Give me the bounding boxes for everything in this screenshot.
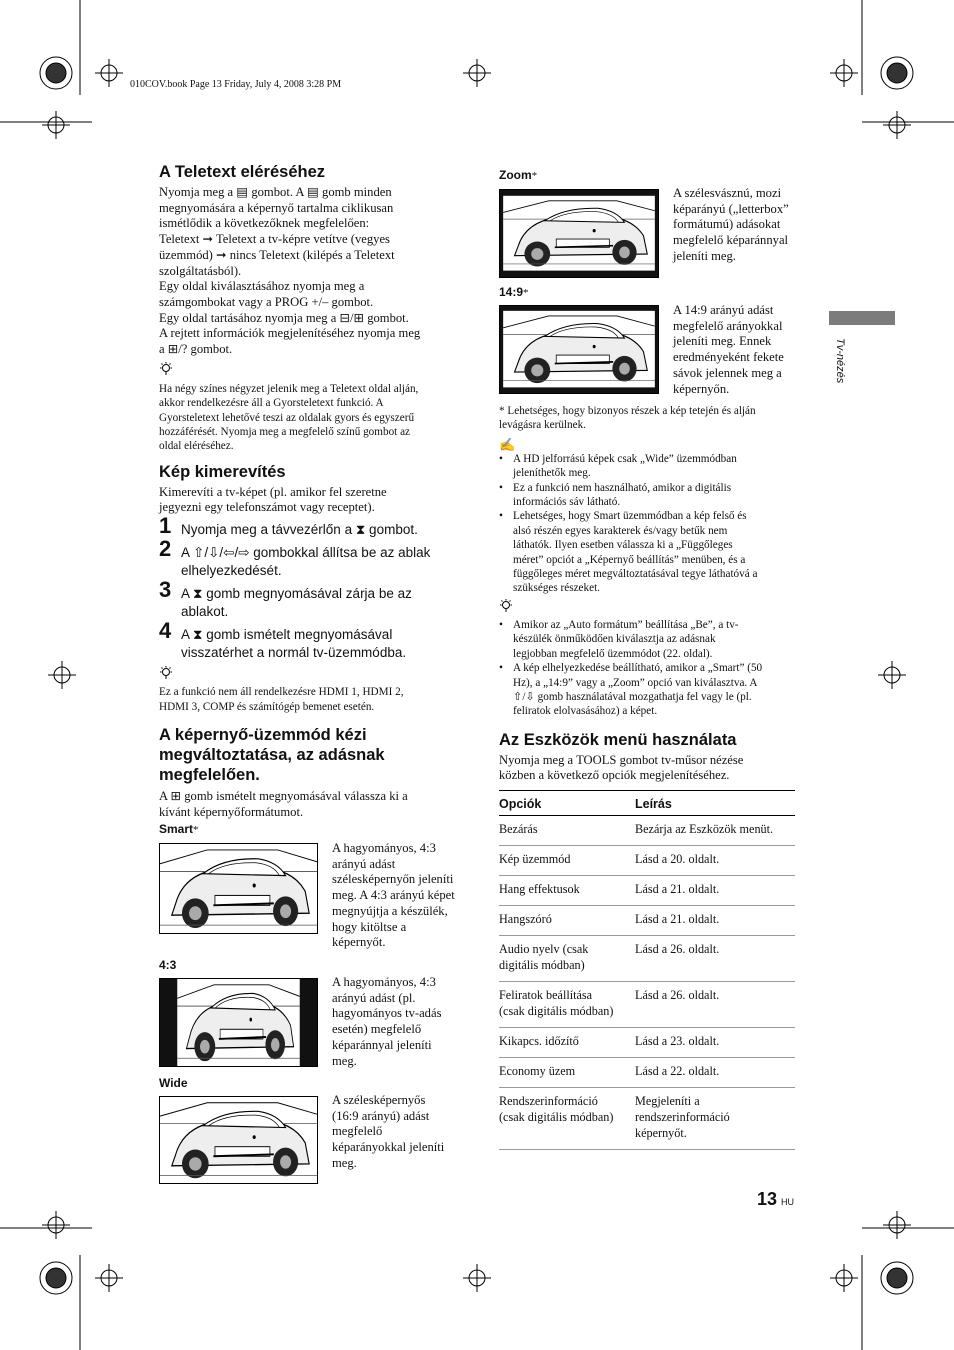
mode-label-star: *: [523, 287, 529, 299]
tip-line: HDMI 3, COMP és számítógép bemenet esetén.: [159, 700, 375, 713]
table-row: [499, 936, 795, 982]
step-text: elhelyezkedését.: [181, 563, 282, 579]
step-text: A ⧗ gomb ismételt megnyomásával: [181, 627, 393, 643]
text-line: arányú adást: [332, 856, 396, 871]
text-line: sávok jelennek meg a: [673, 365, 782, 380]
mode-description: [673, 303, 813, 397]
freeze-step: [159, 536, 469, 580]
text-line: hagyományos tv-adás: [332, 1006, 442, 1021]
page-number: [757, 1189, 794, 1210]
tip-line: hozzáférését. Nyomja meg a megfelelő színű gombot az: [159, 425, 410, 438]
description-cell: Megjeleníti a rendszerinformáció képernyőt.: [635, 1088, 795, 1150]
text-line: A szélesvásznú, mozi: [673, 186, 782, 200]
freeze-steps: [159, 513, 469, 662]
text-line: szolgáltatásból).: [159, 263, 242, 278]
mode-label: [499, 283, 529, 301]
text-line: A rejtett információk megjelenítéséhez nyomja meg: [159, 326, 421, 341]
text-line: képernyőn.: [673, 381, 730, 396]
mode-label: [499, 166, 537, 184]
bullet-item: • Ez a funkció nem használható, amikor a digitális információs sáv látható.: [499, 481, 799, 510]
mode-label-text: 4:3: [159, 958, 177, 972]
mode-illustration: [159, 1096, 318, 1184]
screen-mode-title: [159, 725, 469, 785]
tip-line: akkor rendelkezésre áll a Gyorsteletext funkció. A: [159, 397, 384, 410]
table-row: [499, 1058, 795, 1088]
screen-mode-footnote: [499, 404, 799, 433]
text-line: A ⊞ gomb ismételt megnyomásával válassza ki a: [159, 788, 408, 803]
table-row: [499, 1088, 795, 1150]
tools-table: [499, 790, 795, 1150]
bullet-item: • Amikor az „Auto formátum” beállítása „Be”, a tv- készülék önműködően kiválasztja az adásnak legjobban megfelelő üzemmódot (22. oldal).: [499, 618, 799, 661]
description-cell: Lásd a 23. oldalt.: [635, 1028, 795, 1058]
mode-description: [332, 1093, 472, 1172]
text-line: kívánt képernyőformátumot.: [159, 804, 304, 819]
col-header-description: Leírás: [635, 791, 795, 816]
text-line: meg.: [332, 1155, 357, 1170]
option-cell: Hangszóró: [499, 906, 635, 936]
mode-illustration: [159, 843, 318, 934]
text-line: meg.: [332, 1053, 357, 1068]
step-text: visszatérhet a normál tv-üzemmódba.: [181, 645, 407, 661]
bullet-item: • A HD jelforrású képek csak „Wide” üzemmódban jeleníthetők meg.: [499, 452, 799, 481]
tools-intro: [499, 753, 799, 784]
text-line: megnyomására a képernyő tartalma ciklikusan: [159, 200, 394, 215]
step-text: Nyomja meg a távvezérlőn a ⧗ gombot.: [181, 522, 418, 538]
option-cell: Hang effektusok: [499, 876, 635, 906]
text-line: arányú adást (pl.: [332, 990, 416, 1005]
text-line: Kimerevíti a tv-képet (pl. amikor fel szeretne: [159, 484, 387, 499]
page-number-suffix: HU: [781, 1197, 795, 1207]
description-cell: Bezárja az Eszközök menüt.: [635, 816, 795, 846]
tip-icon: [159, 362, 469, 381]
text-line: meg. A 4:3 arányú képet: [332, 888, 455, 903]
mode-illustration: [499, 305, 659, 394]
option-cell: Economy üzem: [499, 1058, 635, 1088]
table-row: [499, 906, 795, 936]
step-number: 4: [159, 618, 172, 644]
freeze-step: [159, 513, 469, 539]
text-line: A szélesképernyős: [332, 1093, 426, 1107]
step-text: ablakot.: [181, 604, 229, 620]
mode-label: [159, 820, 199, 838]
text-line: Egy oldal kiválasztásához nyomja meg a: [159, 279, 365, 294]
text-line: Nyomja meg a ▤ gombot. A ▤ gomb minden: [159, 185, 392, 199]
option-cell: Feliratok beállítása (csak digitális módban): [499, 982, 635, 1028]
description-cell: Lásd a 20. oldalt.: [635, 846, 795, 876]
tip-line: oldal eléréséhez.: [159, 440, 234, 453]
text-line: megnyújtja a készülék,: [332, 903, 448, 918]
step-number: 1: [159, 513, 172, 539]
freeze-step: [159, 577, 469, 621]
text-line: jeleníti meg.: [673, 248, 736, 263]
text-line: A hagyományos, 4:3: [332, 975, 436, 989]
option-cell: Kép üzemmód: [499, 846, 635, 876]
text-line: képernyőt.: [332, 935, 386, 950]
teletext-text: [159, 185, 469, 358]
freeze-step: [159, 618, 469, 662]
file-header: 010COV.book Page 13 Friday, July 4, 2008 3:28 PM: [130, 79, 342, 90]
mode-description: [332, 975, 472, 1069]
text-line: megfelelő képaránnyal: [673, 233, 789, 248]
description-cell: Lásd a 26. oldalt.: [635, 982, 795, 1028]
option-cell: Kikapcs. időzítő: [499, 1028, 635, 1058]
text-line: esetén) megfelelő: [332, 1022, 422, 1037]
text-line: számgombokat vagy a PROG +/– gombot.: [159, 294, 374, 309]
mode-illustration: [159, 978, 318, 1067]
screen-mode-title-line: megváltoztatása, az adásnak: [159, 745, 385, 764]
table-row: [499, 816, 795, 846]
step-text: A ⇧/⇩/⇦/⇨ gombokkal állítsa be az ablak: [181, 545, 431, 561]
text-line: hogy kitöltse a: [332, 919, 407, 934]
description-cell: Lásd a 21. oldalt.: [635, 876, 795, 906]
freeze-tip: [159, 685, 469, 714]
text-line: képarányú („letterbox”: [673, 201, 789, 216]
section-tab-label: Tv-nézés: [834, 338, 846, 384]
tools-title: Az Eszközök menü használata: [499, 730, 737, 749]
text-line: képaránnyal jeleníti: [332, 1037, 432, 1052]
text-line: megfelelő: [332, 1124, 383, 1139]
text-line: A 14:9 arányú adást: [673, 303, 774, 317]
tip-line: Gyorsteletext lehetővé teszi az oldalak gyors és egyszerű: [159, 411, 415, 424]
text-line: (16:9 arányú) adást: [332, 1108, 430, 1123]
step-number: 2: [159, 536, 172, 562]
text-line: Nyomja meg a TOOLS gombot tv-műsor nézése: [499, 752, 744, 767]
text-line: formátumú) adásokat: [673, 217, 781, 232]
teletext-tip: [159, 382, 469, 454]
screen-mode-title-line: megfelelően.: [159, 765, 260, 784]
bullet-item: • A kép elhelyezkedése beállítható, amikor a „Smart” (50 Hz), a „14:9” vagy a „Zoom” opció van kiválasztva. A ⇧/⇩ gomb használatával mozgathatja fel vagy le (pl. feliratok elolvasásához) a képet.: [499, 661, 799, 719]
footnote-line: * Lehetséges, hogy bizonyos részek a kép tetején és alján: [499, 405, 756, 417]
mode-description: [332, 841, 472, 951]
step-text: A ⧗ gomb megnyomásával zárja be az: [181, 586, 412, 602]
right-column: [499, 404, 799, 1150]
text-line: közben a következő opciók megjelenítéséhez.: [499, 768, 730, 783]
text-line: jegyezni egy telefonszámot vagy receptet).: [159, 500, 375, 515]
mode-label: [159, 956, 176, 974]
col-header-options: Opciók: [499, 791, 635, 816]
table-row: [499, 982, 795, 1028]
screen-mode-intro: [159, 789, 469, 820]
tip-line: Ha négy színes négyzet jelenik meg a Teletext oldal alján,: [159, 382, 419, 395]
note-icon: ✍: [499, 436, 516, 452]
mode-illustration: [499, 189, 659, 278]
table-row: [499, 876, 795, 906]
page-number-value: 13: [757, 1189, 778, 1209]
mode-description: [673, 186, 813, 265]
text-line: szélesképernyőn jeleníti: [332, 872, 454, 887]
description-cell: Lásd a 21. oldalt.: [635, 906, 795, 936]
text-line: képarányokkal jeleníti: [332, 1140, 445, 1155]
mode-label: [159, 1074, 188, 1092]
mode-label-text: 14:9: [499, 285, 524, 299]
text-line: Egy oldal tartásához nyomja meg a ⊟/⊞ gombot.: [159, 310, 409, 325]
table-row: [499, 1028, 795, 1058]
description-cell: Lásd a 26. oldalt.: [635, 936, 795, 982]
table-row: [499, 846, 795, 876]
footnote-line: levágásra kerülnek.: [499, 419, 586, 432]
text-line: A hagyományos, 4:3: [332, 841, 436, 855]
freeze-title: Kép kimerevítés: [159, 462, 286, 481]
mode-label-star: *: [531, 170, 538, 182]
text-line: üzemmód) ➞ nincs Teletext (kilépés a Teletext: [159, 247, 395, 262]
text-line: a ⊞/? gombot.: [159, 342, 233, 357]
tip-line: Ez a funkció nem áll rendelkezésre HDMI 1, HDMI 2,: [159, 686, 404, 699]
text-line: megfelelő arányokkal: [673, 318, 783, 333]
bullet-item: • Lehetséges, hogy Smart üzemmódban a kép felső és alsó részén egyes karakterek és/vagy betűk nem láthatók. Ilyen esetben válassza ki a „Függőleges méret” opciót a „Képernyő beállítás” menüben, és a függőleges méret megváltoztatásával tegye láthatóvá a szükséges részeket.: [499, 509, 799, 595]
option-cell: Rendszerinformáció (csak digitális módban): [499, 1088, 635, 1150]
step-number: 3: [159, 577, 172, 603]
section-tab: [829, 311, 895, 325]
freeze-intro: [159, 485, 469, 516]
text-line: ismétlődik a következőknek megfelelően:: [159, 216, 370, 231]
screen-mode-tips: [499, 618, 799, 719]
mode-label-text: Smart: [159, 822, 194, 836]
mode-label-text: Wide: [159, 1076, 188, 1090]
text-line: eredményeként fekete: [673, 350, 784, 365]
left-column: [159, 162, 469, 820]
screen-mode-notes: [499, 452, 799, 596]
option-cell: Audio nyelv (csak digitális módban): [499, 936, 635, 982]
screen-mode-title-line: A képernyő-üzemmód kézi: [159, 725, 367, 744]
tip-icon: [499, 599, 799, 618]
text-line: Teletext ➞ Teletext a tv-képre vetítve (vegyes: [159, 232, 390, 247]
mode-label-text: Zoom: [499, 168, 532, 182]
teletext-title: A Teletext eléréséhez: [159, 163, 325, 181]
text-line: jeleníti meg. Ennek: [673, 334, 772, 349]
option-cell: Bezárás: [499, 816, 635, 846]
tip-icon: [159, 666, 469, 685]
mode-label-star: *: [193, 824, 199, 836]
description-cell: Lásd a 22. oldalt.: [635, 1058, 795, 1088]
